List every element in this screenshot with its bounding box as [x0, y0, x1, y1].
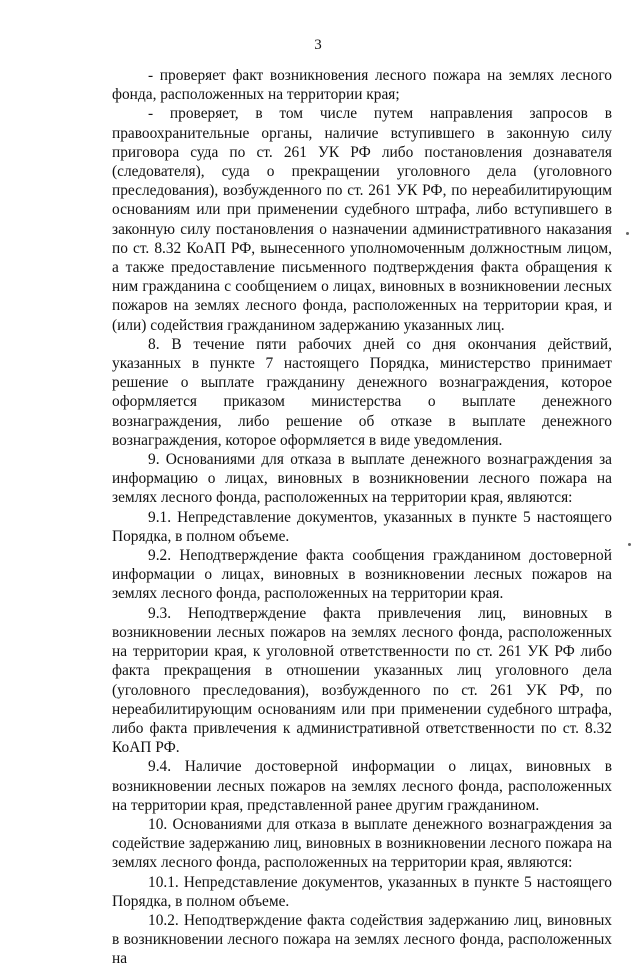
paragraph-item-9-3: 9.3. Неподтверждение факта привлечения лиц, виновных в возникновении лесных пожаров на землях лесного фонда, расположенных на территории края, к уголовной ответственности по ст. 261 УК РФ либо факта прекращения в отношении указанных лиц уголовного дела (уголовного преследования), возбужденного по ст. 261 УК РФ, по нереабилитирующим основаниям или при применении судебного штрафа, либо факта привлечения к административной ответственности по ст. 8.32 КоАП РФ. [112, 604, 612, 757]
paragraph-item-8: 8. В течение пяти рабочих дней со дня окончания действий, указанных в пункте 7 настоящего Порядка, министерство принимает решение о выплате гражданину денежного вознаграждения, которое оформляется приказом министерства о выплате денежного вознаграждения, либо решение об отказе в выплате денежного вознаграждения, которое оформляется в виде уведомления. [112, 335, 612, 449]
paragraph-item-9-2: 9.2. Неподтверждение факта сообщения гражданином достоверной информации о лицах, виновных в возникновении лесных пожаров на землях лесного фонда, расположенных на территории края. [112, 547, 612, 603]
document-body [112, 66, 612, 969]
paragraph-item-9: 9. Основаниями для отказа в выплате денежного вознаграждения за информацию о лицах, виновных в возникновении лесного пожара на землях лесного фонда, расположенных на территории края, являются: [112, 451, 612, 507]
paragraph-check-fire-fact: - проверяет факт возникновения лесного пожара на землях лесного фонда, расположенных на территории края; [112, 67, 612, 104]
paragraph-check-court-decisions: - проверяет, в том числе путем направления запросов в правоохранительные органы, наличие вступившего в законную силу приговора суда по ст. 261 УК РФ либо постановления дознавателя (следователя), суда о прекращении уголовного дела (уголовного преследования), возбужденного по ст. 261 УК РФ, по нереабилитирующим основаниям или при применении судебного штрафа, либо вступившего в законную силу постановления о назначении административного наказания по ст. 8.32 КоАП РФ, вынесенного уполномоченным должностным лицом, а также предоставление письменного подтверждения факта обращения к ним гражданина с сообщением о лицах, виновных в возникновении лесных пожаров на землях лесного фонда, расположенных на территории края, и (или) содействия гражданином задержанию указанных лиц. [112, 105, 612, 334]
paragraph-item-9-1: 9.1. Непредставление документов, указанных в пункте 5 настоящего Порядка, в полном объеме. [112, 508, 612, 545]
scan-dust-mark [628, 543, 631, 546]
scan-dust-mark [626, 232, 629, 235]
page-number: 3 [314, 37, 322, 53]
paragraph-item-10-2: 10.2. Неподтверждение факта содействия задержанию лиц, виновных в возникновении лесного пожара на землях лесного фонда, расположенных на [112, 911, 612, 968]
paragraph-item-10: 10. Основаниями для отказа в выплате денежного вознаграждения за содействие задержанию лиц, виновных в возникновении лесного пожара на землях лесного фонда, расположенных на территории края, являются: [112, 815, 612, 872]
paragraph-item-9-4: 9.4. Наличие достоверной информации о лицах, виновных в возникновении лесных пожаров на землях лесного фонда, расположенных на территории края, представленной ранее другим гражданином. [112, 758, 612, 814]
paragraph-item-10-1: 10.1. Непредставление документов, указанных в пункте 5 настоящего Порядка, в полном объеме. [112, 873, 612, 910]
